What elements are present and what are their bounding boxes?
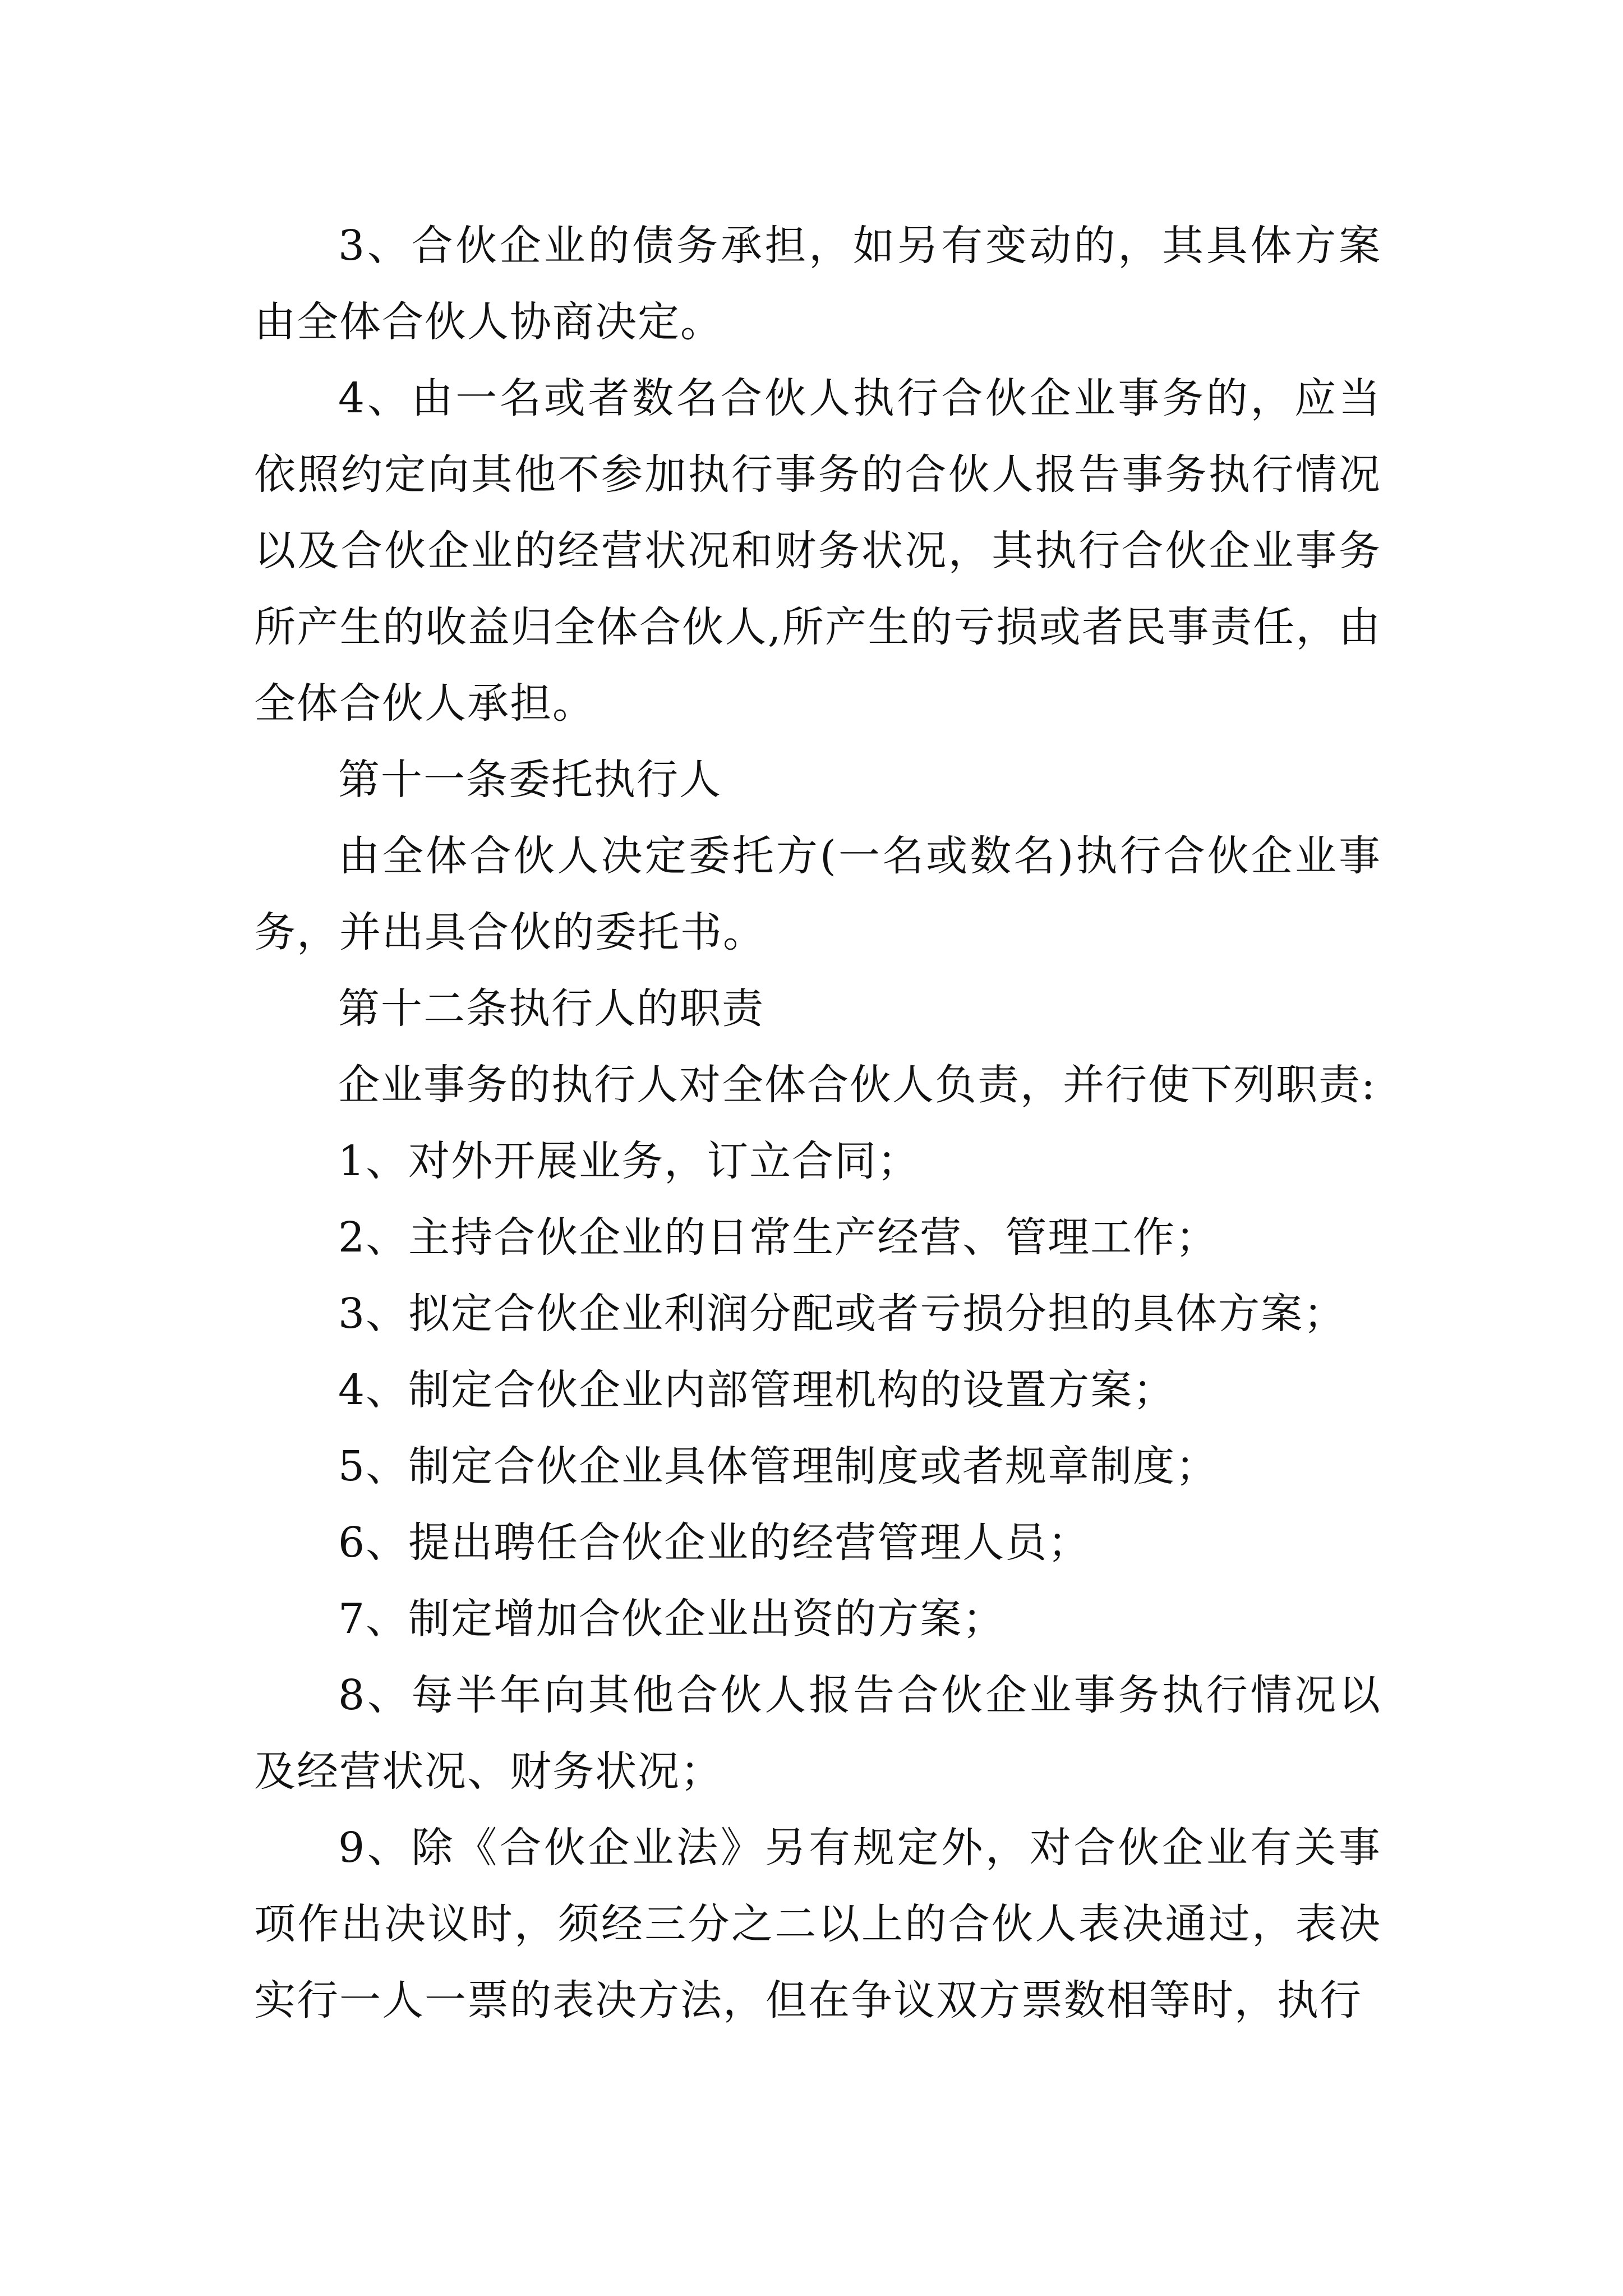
paragraph-debt-liability: 3、合伙企业的债务承担，如另有变动的，其具体方案由全体合伙人协商决定。 bbox=[254, 222, 1381, 346]
duty-item-7: 7、制定增加合伙企业出资的方案； bbox=[338, 1595, 1006, 1643]
document-body bbox=[254, 208, 1381, 2039]
article-11-heading: 第十一条委托执行人 bbox=[338, 756, 722, 804]
article-12-heading: 第十二条执行人的职责 bbox=[338, 984, 764, 1033]
duty-item-2: 2、主持合伙企业的日常生产经营、管理工作； bbox=[338, 1213, 1219, 1262]
duty-item-3: 3、拟定合伙企业利润分配或者亏损分担的具体方案； bbox=[338, 1290, 1347, 1338]
duty-item-5: 5、制定合伙企业具体管理制度或者规章制度； bbox=[338, 1442, 1219, 1490]
paragraph-executing-partner-report: 4、由一名或者数名合伙人执行合伙企业事务的，应当依照约定向其他不参加执行事务的合伙人报告事务执行情况以及合伙企业的经营状况和财务状况，其执行合伙企业事务所产生的收益归全体合伙人,所产生的亏损或者民事责任，由全体合伙人承担。 bbox=[254, 374, 1381, 728]
duty-item-4: 4、制定合伙企业内部管理机构的设置方案； bbox=[338, 1366, 1176, 1414]
duty-item-8: 8、每半年向其他合伙人报告合伙企业事务执行情况以及经营状况、财务状况； bbox=[254, 1671, 1381, 1796]
duty-item-1: 1、对外开展业务，订立合同； bbox=[338, 1137, 920, 1185]
duty-item-9: 9、除《合伙企业法》另有规定外，对合伙企业有关事项作出决议时，须经三分之二以上的合伙人表决通过，表决实行一人一票的表决方法，但在争议双方票数相等时，执行 bbox=[254, 1824, 1381, 2024]
duty-item-6: 6、提出聘任合伙企业的经营管理人员； bbox=[338, 1519, 1091, 1567]
paragraph-duties-intro: 企业事务的执行人对全体合伙人负责，并行使下列职责: bbox=[338, 1061, 1376, 1109]
paragraph-entrustment: 由全体合伙人决定委托方(一名或数名)执行合伙企业事务，并出具合伙的委托书。 bbox=[254, 832, 1381, 956]
